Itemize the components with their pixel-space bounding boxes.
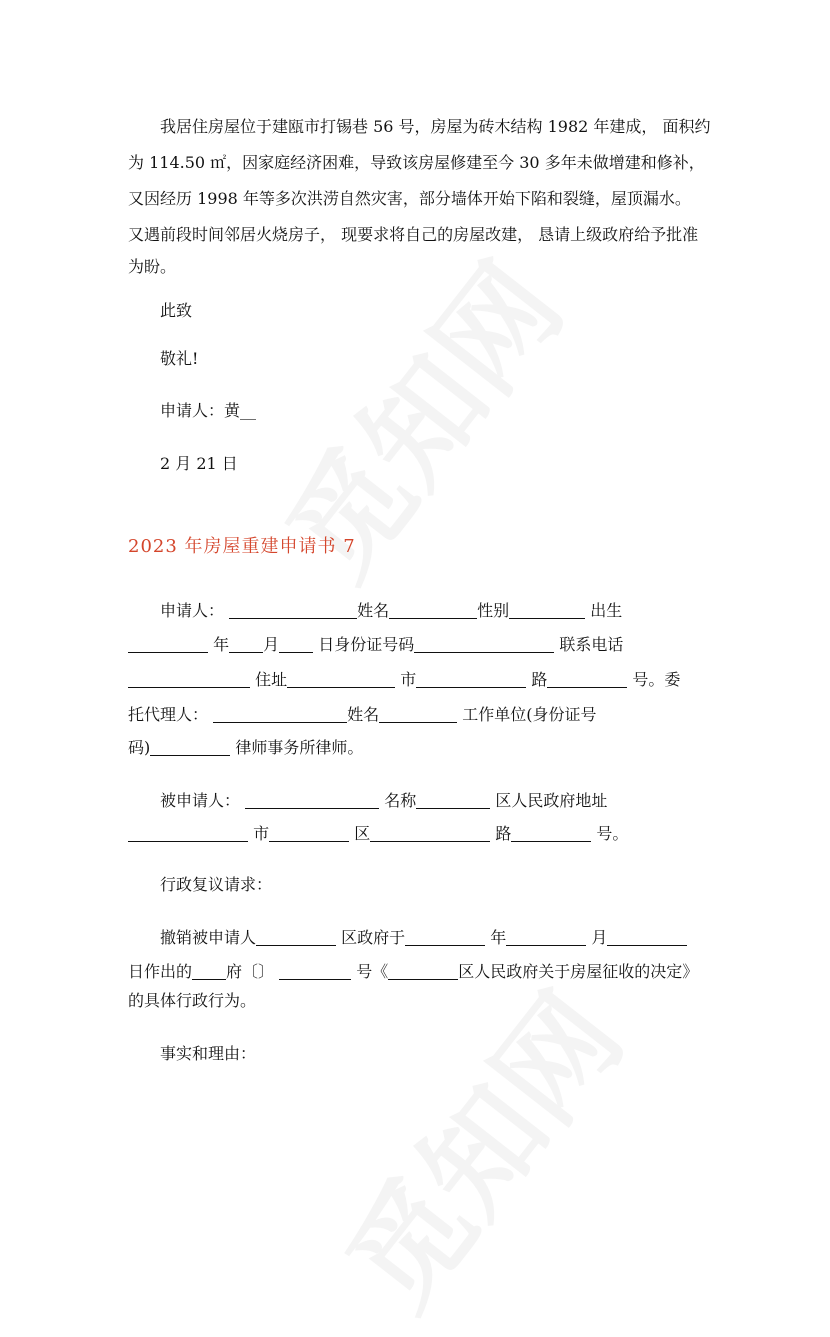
respondent-city-blank — [269, 824, 349, 842]
city-blank — [416, 670, 526, 688]
respondent-blank — [245, 791, 379, 809]
phone-blank — [128, 670, 250, 688]
respondent-road-label: 路 — [495, 824, 512, 843]
gov-blank — [192, 962, 226, 980]
month-label: 月 — [263, 635, 280, 654]
agent-line — [128, 698, 704, 731]
respondent-road-blank — [511, 824, 591, 842]
paragraph-line: 为 114.50 ㎡，因家庭经济困难，导致该房屋修建至今 30 多年未做增建和修补， — [128, 153, 705, 172]
road-label: 路 — [531, 670, 548, 689]
revoke-month-blank — [506, 928, 586, 946]
work-unit-label: 工作单位(身份证号 — [462, 705, 597, 724]
name-label: 姓名 — [357, 601, 390, 620]
code-blank — [150, 738, 230, 756]
revoke-month-label: 月 — [591, 928, 608, 947]
applicant-line — [160, 594, 736, 627]
facts-heading: 事实和理由： — [160, 1044, 257, 1063]
closing-text: 此致 — [160, 301, 193, 320]
agent-name-blank — [379, 705, 457, 723]
birth-month-blank — [229, 635, 263, 653]
revoke-year-blank — [405, 928, 485, 946]
made-on-label: 日作出的 — [128, 962, 193, 981]
respondent-district-blank — [370, 824, 490, 842]
phone-label: 联系电话 — [559, 635, 624, 654]
revoke-district-blank — [256, 928, 336, 946]
road-blank — [547, 670, 627, 688]
number-end-label: 号。 — [596, 824, 629, 843]
birth-day-blank — [279, 635, 313, 653]
day-id-label: 日身份证号码 — [318, 635, 415, 654]
respondent-city-label: 市 — [253, 824, 270, 843]
agent-name-label: 姓名 — [347, 705, 380, 724]
decision-title: 区人民政府关于房屋征收的决定》 — [458, 962, 699, 981]
org-name-label: 名称 — [384, 791, 417, 810]
applicant-blank — [229, 601, 357, 619]
respondent-label: 被申请人： — [160, 791, 241, 810]
paragraph-line: 为盼。 — [128, 257, 177, 276]
date-text: 2 月 21 日 — [160, 454, 238, 473]
id-number-blank — [414, 635, 554, 653]
gov-label: 府〔〕 — [226, 962, 275, 981]
name-blank — [389, 601, 477, 619]
revoke-day-blank — [607, 928, 687, 946]
city-label: 市 — [400, 670, 417, 689]
applicant-label: 申请人： — [160, 601, 225, 620]
revoke-year-label: 年 — [490, 928, 507, 947]
request-heading: 行政复议请求： — [160, 875, 273, 894]
year-label: 年 — [213, 635, 230, 654]
lawyer-label: 律师事务所律师。 — [235, 738, 364, 757]
respondent-line — [160, 784, 736, 817]
paragraph-line: 我居住房屋位于建瓯市打锡巷 56 号，房屋为砖木结构 1982 年建成， 面积约 — [160, 117, 711, 136]
respondent-address-line — [128, 817, 704, 850]
agent-blank — [213, 705, 347, 723]
decision-district-blank — [388, 962, 458, 980]
section-title: 2023 年房屋重建申请书 7 — [128, 536, 356, 557]
district-gov-address-label: 区人民政府地址 — [495, 791, 608, 810]
revoke-line — [160, 921, 736, 954]
birth-year-blank — [128, 635, 208, 653]
doc-number-blank — [279, 962, 351, 980]
code-line — [128, 731, 704, 764]
applicant-signature: 申请人：黄__ — [160, 401, 257, 420]
gender-blank — [509, 601, 585, 619]
agent-label: 托代理人： — [128, 705, 209, 724]
birth-label: 出生 — [590, 601, 623, 620]
address-blank — [287, 670, 395, 688]
code-label: 码) — [128, 738, 151, 757]
respondent-district-label: 区 — [354, 824, 371, 843]
address-line — [128, 663, 704, 696]
respondent-address-blank — [128, 824, 248, 842]
specific-action-line: 的具体行政行为。 — [128, 991, 257, 1010]
address-label: 住址 — [255, 670, 288, 689]
district-gov-on-label: 区政府于 — [341, 928, 406, 947]
paragraph-line: 又因经历 1998 年等多次洪涝自然灾害，部分墙体开始下陷和裂缝，屋顶漏水。 — [128, 189, 691, 208]
salute-text: 敬礼! — [160, 349, 199, 368]
number-agent-label: 号。委 — [632, 670, 681, 689]
paragraph-line: 又遇前段时间邻居火烧房子， 现要求将自己的房屋改建， 恳请上级政府给予批准 — [128, 225, 699, 244]
doc-number-label: 号《 — [356, 962, 389, 981]
gender-label: 性别 — [477, 601, 510, 620]
birth-line — [128, 628, 704, 661]
revoke-prefix: 撤销被申请人 — [160, 928, 257, 947]
org-name-blank — [416, 791, 490, 809]
